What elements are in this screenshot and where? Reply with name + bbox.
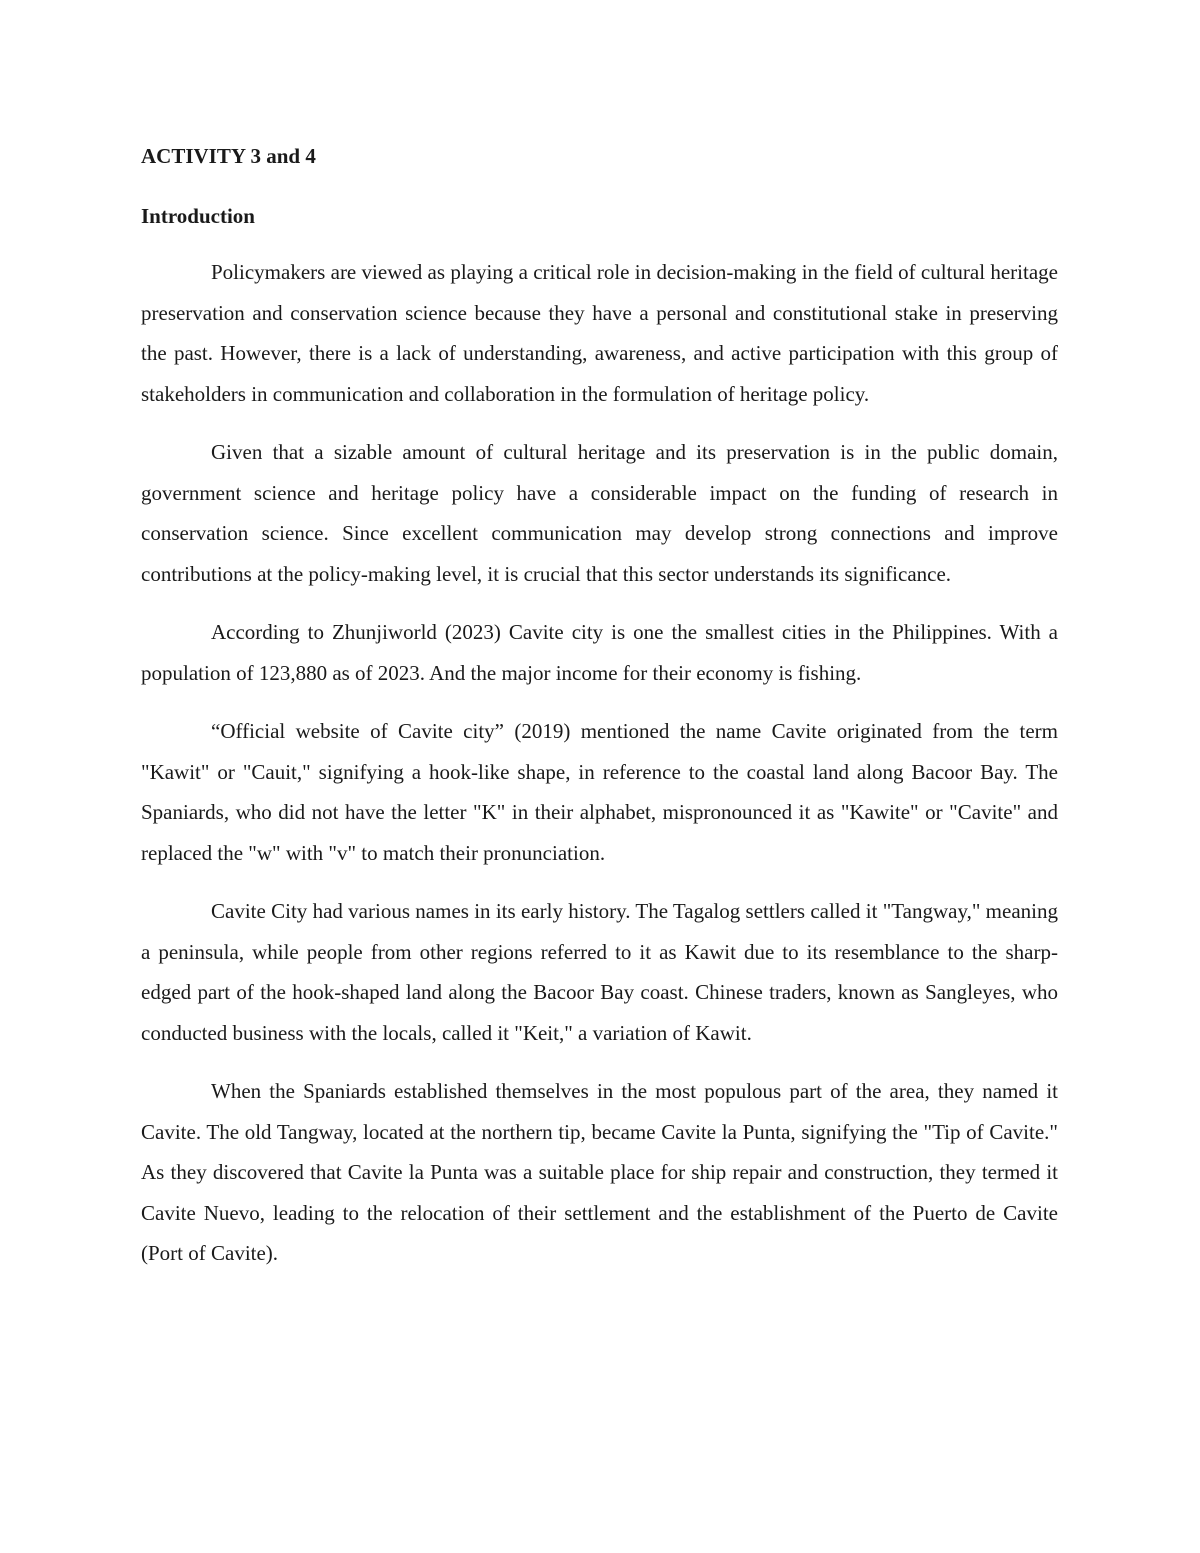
paragraph-policymakers: Policymakers are viewed as playing a critical role in decision-making in the field of cultural heritage preservation and conservation science because they have a personal and constitutional stake in preserving the past. However, there is a lack of understanding, awareness, and active participation with this group of stakeholders in communication and collaboration in the formulation of heritage policy.: [141, 260, 1058, 406]
paragraph-cavite-population: According to Zhunjiworld (2023) Cavite city is one the smallest cities in the Philippines. With a population of 123,880 as of 2023. And the major income for their economy is fishing.: [141, 620, 1058, 685]
paragraph-spanish-settlement: When the Spaniards established themselves in the most populous part of the area, they named it Cavite. The old Tangway, located at the northern tip, became Cavite la Punta, signifying the "Tip of Cavite." As they discovered that Cavite la Punta was a suitable place for ship repair and construction, they termed it Cavite Nuevo, leading to the relocation of their settlement and the establishment of the Puerto de Cavite (Port of Cavite).: [141, 1079, 1058, 1265]
section-heading-introduction: Introduction: [141, 204, 255, 228]
document-body: [141, 140, 1058, 1274]
paragraph-early-names: Cavite City had various names in its early history. The Tagalog settlers called it "Tangway," meaning a peninsula, while people from other regions referred to it as Kawit due to its resemblance to the sharp-edged part of the hook-shaped land along the Bacoor Bay coast. Chinese traders, known as Sangleyes, who conducted business with the locals, called it "Keit," a variation of Kawit.: [141, 899, 1058, 1045]
paragraph-name-origin: “Official website of Cavite city” (2019) mentioned the name Cavite originated from the term "Kawit" or "Cauit," signifying a hook-like shape, in reference to the coastal land along Bacoor Bay. The Spaniards, who did not have the letter "K" in their alphabet, mispronounced it as "Kawite" or "Cavite" and replaced the "w" with "v" to match their pronunciation.: [141, 719, 1058, 865]
paragraph-public-domain: Given that a sizable amount of cultural heritage and its preservation is in the public domain, government science and heritage policy have a considerable impact on the funding of research in conservation science. Since excellent communication may develop strong connections and improve contributions at the policy-making level, it is crucial that this sector understands its significance.: [141, 440, 1058, 586]
document-title: ACTIVITY 3 and 4: [141, 144, 316, 168]
